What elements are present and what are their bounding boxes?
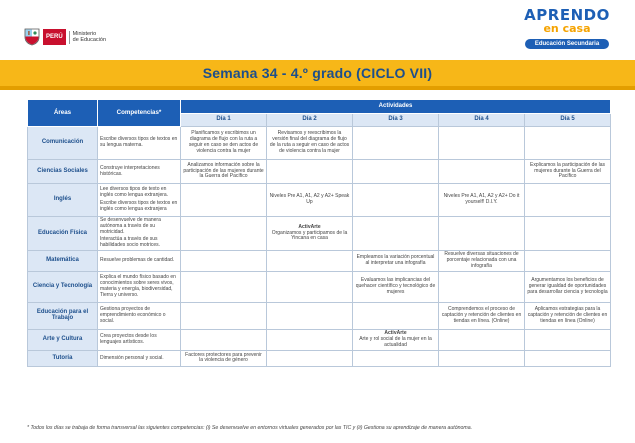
- competencia-text: Escribe diversos tipos de textos en su lengua materna.: [100, 136, 178, 148]
- activity-text: Organizamos y participamos de la Yincana en casa: [271, 229, 348, 242]
- schedule-table-wrap: [27, 99, 610, 367]
- competencia-text: Explica el mundo físico basado en conocimientos sobre seres vivos, materia y energía, biodiversidad, Tierra y universo.: [100, 274, 176, 298]
- activity-cell: [353, 302, 439, 329]
- competencia-cell: [98, 217, 181, 251]
- table-row: [28, 217, 611, 251]
- activity-cell: [525, 217, 611, 251]
- area-cell: Educación para el Trabajo: [28, 302, 98, 329]
- activity-cell: Niveles Pre A1, A1, A2 y A2+ Do it yourself! D.I.Y.: [439, 184, 525, 217]
- activity-cell: [439, 329, 525, 350]
- activity-cell: Factores protectores para prevenir la violencia de género: [181, 350, 267, 366]
- activity-cell: [181, 250, 267, 271]
- table-row: [28, 350, 611, 366]
- area-cell: Matemática: [28, 250, 98, 271]
- day-header: Día 5: [525, 114, 611, 127]
- table-row: [28, 160, 611, 184]
- ministerio-line1: Ministerio: [72, 30, 97, 37]
- activity-cell: [267, 302, 353, 329]
- competencia-cell: [98, 160, 181, 184]
- competencia-cell: [98, 127, 181, 160]
- table-row: [28, 127, 611, 160]
- activity-cell: Explicamos la participación de las mujeres durante la Guerra del Pacífico: [525, 160, 611, 184]
- day-header: Día 1: [181, 114, 267, 127]
- table-row: [28, 302, 611, 329]
- header-actividades: Actividades: [181, 100, 611, 114]
- activity-cell: [267, 350, 353, 366]
- activity-cell: [181, 329, 267, 350]
- day-header: Día 3: [353, 114, 439, 127]
- activity-cell: [181, 271, 267, 302]
- area-cell: Inglés: [28, 184, 98, 217]
- competencia-text: Lee diversos tipos de texto en inglés como lengua extranjera.: [100, 186, 169, 199]
- competencia-cell: [98, 250, 181, 271]
- competencia-text: Interactúa a través de sus habilidades socio motrices.: [100, 236, 161, 249]
- activity-cell-activarte: [267, 217, 353, 251]
- ministerio-label: [69, 31, 106, 44]
- table-row: [28, 184, 611, 217]
- activity-cell: Evaluamos las implicancias del quehacer científico y tecnológico de mujeres: [353, 271, 439, 302]
- brand-badge: Educación Secundaria: [525, 39, 609, 49]
- header-areas: Áreas: [28, 100, 98, 127]
- area-cell: Ciencia y Tecnología: [28, 271, 98, 302]
- activity-cell: [439, 127, 525, 160]
- competencia-text: Construye interpretaciones históricas.: [100, 164, 160, 177]
- day-header: Día 2: [267, 114, 353, 127]
- activity-cell: Resuelve diversas situaciones de porcentaje relacionada con una infografía: [439, 250, 525, 271]
- activity-cell: Aplicamos estrategias para la captación y retención de clientes en tiendas en línea (Online): [525, 302, 611, 329]
- area-cell: Arte y Cultura: [28, 329, 98, 350]
- competencia-cell: [98, 302, 181, 329]
- table-row: [28, 329, 611, 350]
- competencia-cell: [98, 184, 181, 217]
- competencia-text: Dimensión personal y social.: [100, 354, 164, 361]
- footnote: * Todos los días se trabaja de forma transversal las siguientes competencias: (i) Se desenvuelve en entornos virtuales generados por las TIC y (ii) Gestiona su aprendizaje de manera autónoma.: [27, 425, 473, 431]
- activity-cell: [267, 329, 353, 350]
- activity-cell: [181, 217, 267, 251]
- table-row: [28, 271, 611, 302]
- activity-cell: [181, 184, 267, 217]
- competencia-text: Crea proyectos desde los lenguajes artísticos.: [100, 333, 157, 345]
- activity-cell: Comprendemos el proceso de captación y retención de clientes en tiendas en línea. (Online): [439, 302, 525, 329]
- activity-cell: Revisamos y reescribimos la versión final del diagrama de flujo de la ruta a seguir en caso de actos de violencia contra la mujer: [267, 127, 353, 160]
- top-header: [0, 0, 635, 60]
- brand-top: APRENDO: [524, 6, 610, 24]
- activity-cell: [525, 250, 611, 271]
- activity-cell: Planificamos y escribimos un diagrama de flujo con la ruta a seguir en caso se den actos de violencia contra la mujer: [181, 127, 267, 160]
- activity-text: Arte y rol social de la mujer en la actualidad: [359, 336, 432, 348]
- schedule-body: [28, 127, 611, 367]
- peru-shield-icon: [24, 28, 40, 46]
- activity-cell: [439, 217, 525, 251]
- ministerio-line2: de Educación: [72, 37, 107, 43]
- activity-cell: [267, 271, 353, 302]
- activity-cell-activarte: [353, 329, 439, 350]
- activity-cell: [267, 160, 353, 184]
- area-cell: Educación Física: [28, 217, 98, 251]
- competencia-text: Se desenvuelve de manera autónoma a través de su motricidad.: [100, 217, 161, 235]
- activity-cell: Empleamos la variación porcentual al interpretar una infografía: [353, 250, 439, 271]
- activity-cell: [353, 350, 439, 366]
- activity-cell: [353, 184, 439, 217]
- competencia-cell: [98, 329, 181, 350]
- header-competencias: Competencias*: [98, 100, 181, 127]
- competencia-text: Gestiona proyectos de emprendimiento económico o social.: [100, 306, 166, 324]
- activity-cell: [525, 184, 611, 217]
- activity-cell: Analizamos información sobre la participación de las mujeres durante la Guerra del Pacífico: [181, 160, 267, 184]
- activity-cell: [353, 160, 439, 184]
- area-cell: Tutoría: [28, 350, 98, 366]
- activity-cell: Niveles Pre A1, A1, A2 y A2+ Speak Up: [267, 184, 353, 217]
- activity-title: ActivArte: [298, 223, 321, 230]
- activity-cell: [439, 160, 525, 184]
- day-header: Día 4: [439, 114, 525, 127]
- page-title: Semana 34 - 4.º grado (CICLO VII): [202, 65, 433, 81]
- peru-label: PERÚ: [43, 29, 66, 45]
- activity-cell: [439, 350, 525, 366]
- activity-title: ActivArte: [384, 330, 407, 337]
- activity-cell: [525, 329, 611, 350]
- competencia-text: Resuelve problemas de cantidad.: [100, 257, 175, 264]
- activity-cell: Argumentamos los beneficios de generar igualdad de oportunidades para desarrollar ciencia y tecnología: [525, 271, 611, 302]
- ministerio-logo: [24, 28, 106, 46]
- area-cell: Comunicación: [28, 127, 98, 160]
- aprendo-en-casa-logo: [517, 6, 617, 52]
- activity-cell: [181, 302, 267, 329]
- schedule-table: [27, 99, 611, 367]
- competencia-text: Escribe diversos tipos de textos en inglés como lengua extranjera: [100, 200, 178, 212]
- brand-bottom: en casa: [543, 22, 591, 35]
- activity-cell: [439, 271, 525, 302]
- activity-cell: [353, 217, 439, 251]
- competencia-cell: [98, 350, 181, 366]
- competencia-cell: [98, 271, 181, 302]
- area-cell: Ciencias Sociales: [28, 160, 98, 184]
- table-row: [28, 250, 611, 271]
- activity-cell: [267, 250, 353, 271]
- activity-cell: [525, 350, 611, 366]
- activity-cell: [353, 127, 439, 160]
- activity-cell: [525, 127, 611, 160]
